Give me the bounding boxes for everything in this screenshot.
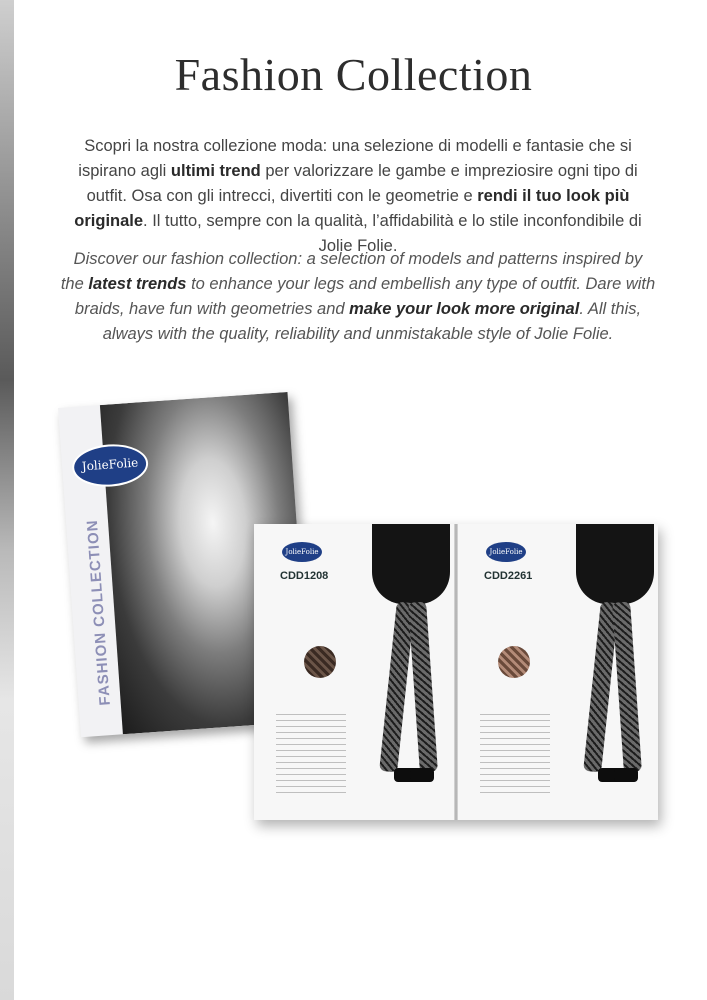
catalog-illustration (54, 404, 666, 844)
skirt (576, 524, 654, 604)
product-details-left (276, 714, 346, 794)
model-legs-left (372, 524, 450, 794)
model-legs-right (576, 524, 654, 794)
intro-english: Discover our fashion collection: a selection of models and patterns inspired by the latest trends to enhance your legs and embellish any type of outfit. Dare with braids, have fun with geometries and make your look more original. All this, always with the quality, reliability and unmistakable style of Jolie Folie. (60, 250, 656, 343)
skirt (372, 524, 450, 604)
pattern-swatch-right (498, 646, 530, 678)
leg (612, 602, 642, 773)
pattern-swatch-left (304, 646, 336, 678)
shoe (614, 768, 638, 782)
spread-page-right (458, 524, 658, 820)
leg (408, 602, 438, 773)
intro-italian: Scopri la nostra collezione moda: una selezione di modelli e fantasie che si ispirano agli ultimi trend per valorizzare le gambe e impreziosire ogni tipo di outfit. Osa con gli intrecci, divertiti con le geometrie e rendi il tuo look più originale. Il tutto, sempre con la qualità, l’affidabilità e lo stile inconfondibile di Jolie Folie. (74, 137, 642, 255)
brand-logo-small: JolieFolie (282, 542, 322, 562)
brand-logo-small: JolieFolie (486, 542, 526, 562)
shoe (410, 768, 434, 782)
spread-page-left (254, 524, 454, 820)
brand-logo: JolieFolie (71, 442, 150, 489)
product-details-right (480, 714, 550, 794)
catalog-spread (254, 524, 658, 820)
edge-photo-strip (0, 0, 14, 1000)
model-code-left: CDD1208 (280, 570, 329, 582)
page-title: Fashion Collection (174, 49, 533, 100)
model-code-right: CDD2261 (484, 570, 533, 582)
cover-label: FASHION COLLECTION (83, 518, 114, 707)
